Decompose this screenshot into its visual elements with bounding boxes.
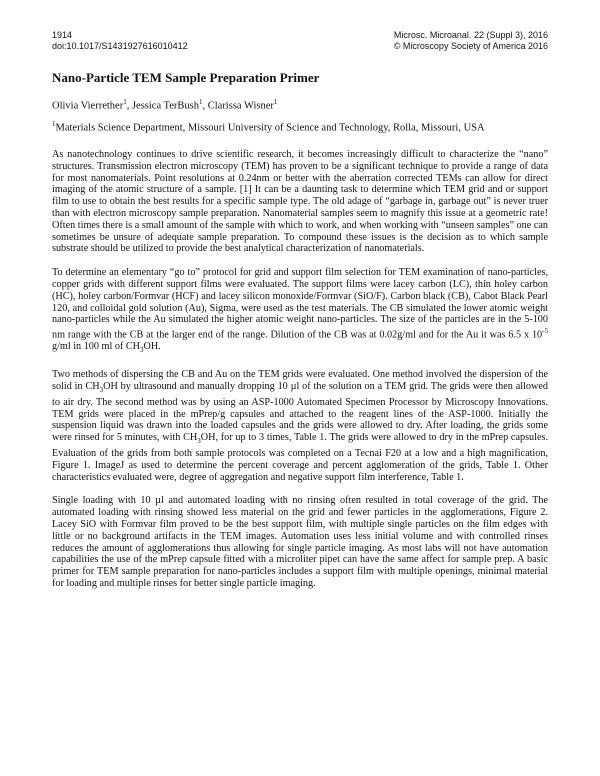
page-header-right: [394, 30, 548, 52]
subscript: 3: [140, 346, 144, 355]
copyright: © Microscopy Society of America 2016: [393, 41, 548, 51]
author-name: Olivia Vierrether: [52, 100, 124, 112]
affiliation-mark: 1: [52, 119, 56, 128]
subscript: 3: [99, 386, 104, 394]
author-name: Jessica TerBush: [131, 100, 199, 112]
subscript: 3: [197, 437, 201, 446]
article: [52, 70, 548, 602]
page-number: 1914: [52, 30, 73, 40]
text-segment: OH, for up to 3 times, Table 1. The grids were allowed to dry in the mPrep capsules. Evaluation of the grids from both sample protocols was completed on a Tecnai F20 at a low and a high magnification, Figure 1. ImageJ as used to determine the percent coverage and percent agglomeration of the grids, Table 1. Other characteristics evaluated were, degree of aggregation and negative support film interference, Table 1.: [52, 432, 548, 483]
author-affil-mark: 1: [198, 98, 203, 106]
text-segment: OH by ultrasound and manually dropping 10 µl of the solution on a TEM grid. The grids were then allowed to air dry. The second method was by using an ASP-1000 Automated Specimen Processor by Microscopy Innovations. TEM grids were placed in the mPrep/g capsules and attached to the reagent lines of the ASP-1000. Initially the suspension liquid was drawn into the loaded capsules and the grids were allowed to dry. After loading, the grids some were rinsed for 5 minutes, with CH: [52, 380, 548, 444]
text-segment: OH.: [143, 341, 161, 353]
paragraph-introduction: As nanotechnology continues to drive scientific research, it becomes increasingly difficult to characterize the “nano” structures. Transmission electron microscopy (TEM) has proven to be a significant technique to provide a range of data for most nanomaterials. Point resolutions at 0.24nm or better with the aberration corrected TEMs can allow for direct imaging of the atomic structure of a sample. [1] It can be a daunting task to determine which TEM grid and or support film to use to obtain the best results for a specific sample type. The old adage of “garbage in, garbage out” is never truer than with electron microscopy sample preparation. Nanomaterial samples seem to magnify this issue at a geometric rate! Often times there is a small amount of the sample with which to work, and when working with “unseen samples” one can sometimes be unsure of adequate sample preparation. To compound these issues is the decision as to which sample substrate should be utilized to provide the best analytical characterization of nanomaterials.: [52, 149, 548, 255]
page-header-left: [52, 30, 188, 52]
doi: doi:10.1017/S1431927616010412: [52, 41, 188, 51]
article-title: Nano-Particle TEM Sample Preparation Primer: [52, 70, 320, 85]
author-affil-mark: 1: [273, 98, 278, 106]
paragraph-materials: [52, 267, 548, 357]
paragraph-methods: [52, 369, 548, 483]
text-segment: g/ml in 100 ml of CH: [52, 341, 141, 353]
text-segment: To determine an elementary “go to” protocol for grid and support film selection for TEM examination of nano-particles, copper grids with different support films were evaluated. The support films were lacey carbon (LC), thin holey carbon (HC), holey carbon/Formvar (HCF) and lacey silicon monoxide/Formvar (SiO/F). Carbon black (CB), Cabot Black Pearl 120, and colloidal gold solution (Au), Sigma, were used as the test materials. The CB simulated the lower atomic weight nano-particles while the Au simulated the higher atomic weight nano-particles. The size of the particles are in the 5-100 nm range with the CB at the larger end of the range. Dilution of the CB was at 0.02g/ml and for the Au it was 6.5 x 10: [52, 267, 548, 341]
exponent: -5: [542, 327, 548, 336]
affiliation: [52, 120, 548, 134]
paragraph-results: Single loading with 10 µl and automated loading with no rinsing often resulted in total coverage of the grid. The automated loading with rinsing showed less material on the grid and fewer particles in the agglomerations, Figure 2. Lacey SiO with Formvar film proved to be the best support film, with multiple single particles on the film edges with little or no background artifacts in the TEM images. Automation uses less initial volume and with controlled rinses reduces the amount of agglomerations thus allowing for single particle imaging. As most labs will not have automation capabilities the use of the mPrep capsule fitted with a microliter pipet can have the same affect for sample prep. A basic primer for TEM sample preparation for nano-particles includes a support film with multiple openings, minimal material for loading and multiple rinses for better single particle imaging.: [52, 495, 548, 589]
journal-citation: Microsc. Microanal. 22 (Suppl 3), 2016: [393, 30, 548, 40]
author-list: Olivia Vierrether$^1$, Jessica TerBush$^1$, Clarissa Wisner$^1$: [52, 98, 278, 112]
affiliation-text: Materials Science Department, Missouri University of Science and Technology, Rolla, Missouri, USA: [55, 122, 485, 133]
author-name: Clarissa Wisner: [207, 100, 274, 112]
author-affil-mark: 1: [123, 98, 127, 106]
text-segment: Two methods of dispersing the CB and Au on the TEM grids were evaluated. One method involved the dispersion of the solid in CH: [52, 369, 548, 392]
